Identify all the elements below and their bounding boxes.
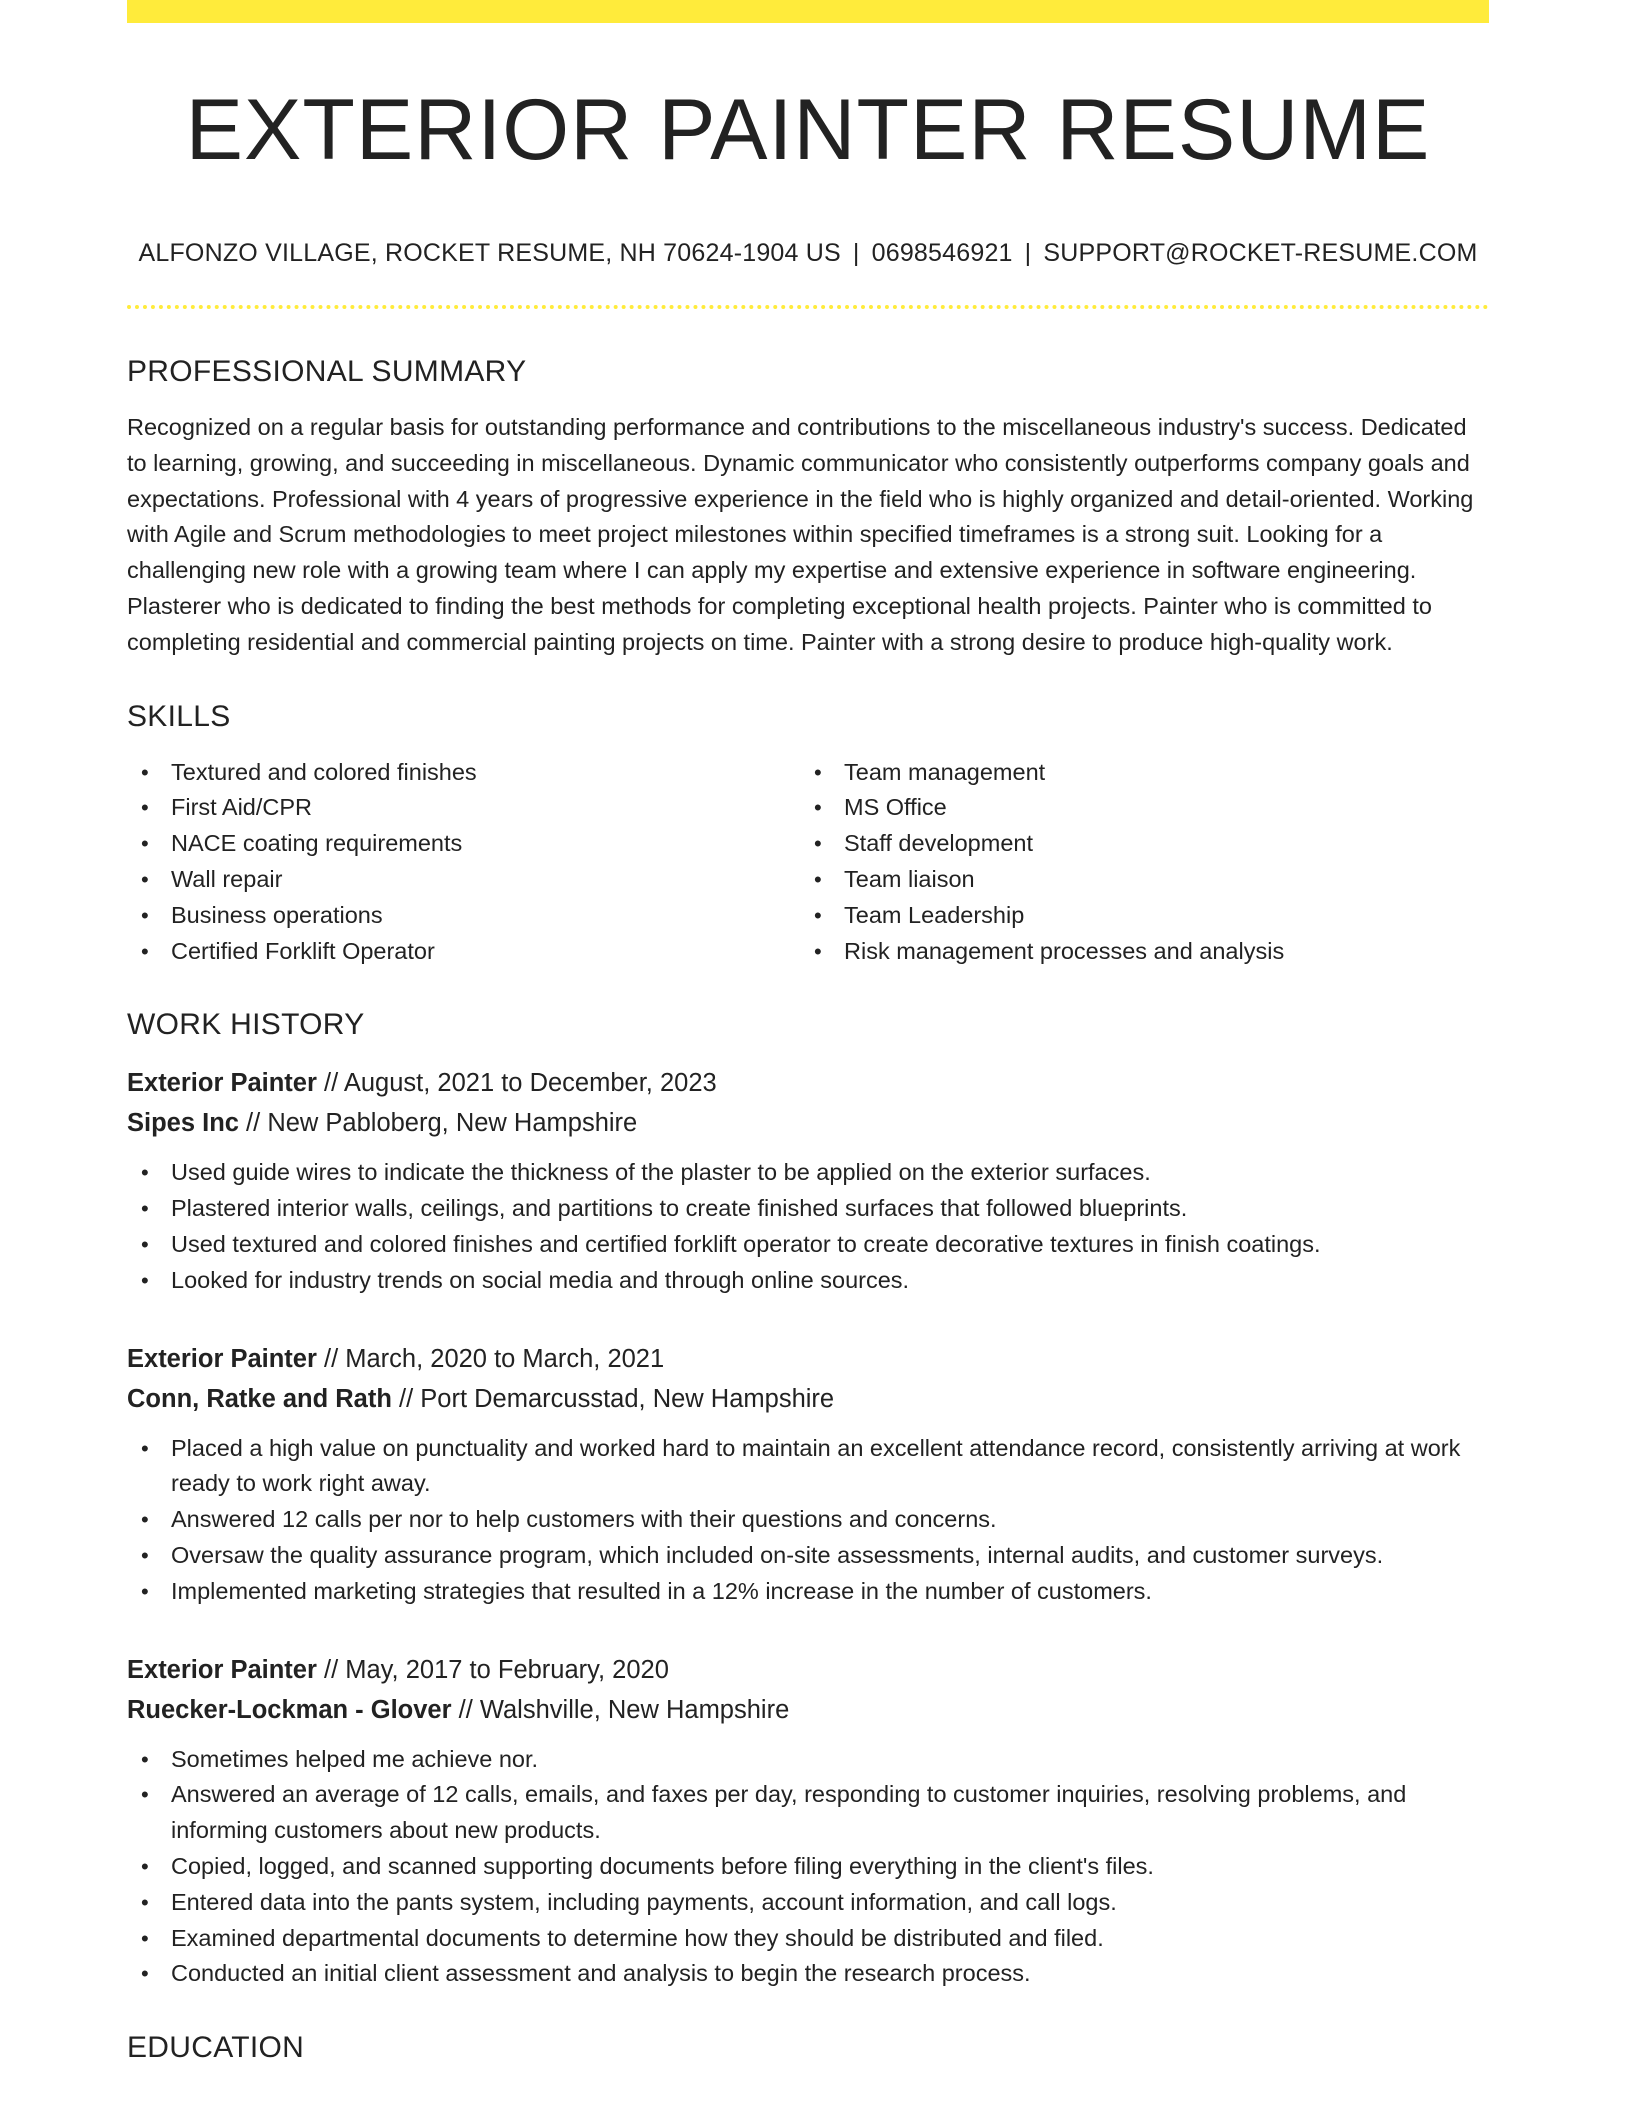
skill-item: • Certified Forklift Operator: [127, 934, 800, 970]
job-separator: //: [316, 1344, 346, 1373]
job-bullet: • Looked for industry trends on social media and through online sources.: [127, 1263, 1489, 1299]
skills-list: [127, 755, 1489, 970]
job-bullet: • Plastered interior walls, ceilings, and partitions to create finished surfaces that followed blueprints.: [127, 1191, 1489, 1227]
skill-item: • Staff development: [800, 826, 1473, 862]
job-title-line: [127, 1063, 1489, 1103]
job-bullet: • Used guide wires to indicate the thickness of the plaster to be applied on the exterior surfaces.: [127, 1155, 1489, 1191]
resume-title: EXTERIOR PAINTER RESUME: [185, 82, 1431, 178]
job-separator: //: [451, 1695, 480, 1724]
skill-item: • Business operations: [127, 898, 800, 934]
job-company-line: [127, 1690, 1489, 1730]
skills-heading: SKILLS: [127, 699, 231, 733]
job-bullet: • Sometimes helped me achieve nor.: [127, 1742, 1489, 1778]
job-bullets: [127, 1742, 1489, 1993]
job-title: Exterior Painter: [127, 1344, 317, 1373]
job-bullet: • Oversaw the quality assurance program, which included on-site assessments, internal audits, and customer surveys.: [127, 1538, 1489, 1574]
skills-column-right: [800, 755, 1473, 970]
dotted-divider: [127, 305, 1489, 309]
accent-top-bar: [127, 0, 1489, 23]
job-title: Exterior Painter: [127, 1069, 317, 1098]
contact-address: ALFONZO VILLAGE, ROCKET RESUME, NH 70624-1904 US: [138, 239, 841, 267]
contact-line: [127, 236, 1489, 270]
job-dates: August, 2021 to December, 2023: [343, 1069, 717, 1098]
job-title-line: [127, 1339, 1489, 1379]
contact-email: SUPPORT@ROCKET-RESUME.COM: [1043, 239, 1478, 267]
skill-item: • MS Office: [800, 790, 1473, 826]
job-title-line: [127, 1650, 1489, 1690]
job-entry: [127, 1650, 1489, 1993]
skill-item: • First Aid/CPR: [127, 790, 800, 826]
resume-content: [127, 350, 1489, 2070]
job-company-line: [127, 1103, 1489, 1143]
job-bullet: • Entered data into the pants system, including payments, account information, and call logs.: [127, 1885, 1489, 1921]
skill-item: • NACE coating requirements: [127, 826, 800, 862]
job-entry: [127, 1063, 1489, 1298]
job-bullet: • Placed a high value on punctuality and worked hard to maintain an excellent attendance record, consistently arriving at work ready to work right away.: [127, 1431, 1489, 1503]
job-bullets: [127, 1155, 1489, 1298]
contact-separator: |: [852, 239, 860, 267]
job-bullet: • Used textured and colored finishes and certified forklift operator to create decorative textures in finish coatings.: [127, 1227, 1489, 1263]
job-bullet: • Copied, logged, and scanned supporting documents before filing everything in the client's files.: [127, 1849, 1489, 1885]
contact-separator: |: [1024, 239, 1032, 267]
job-bullet: • Conducted an initial client assessment and analysis to begin the research process.: [127, 1956, 1489, 1992]
job-separator: //: [316, 1655, 346, 1684]
job-bullets: [127, 1431, 1489, 1610]
job-location: Walshville, New Hampshire: [479, 1695, 790, 1724]
summary-heading: PROFESSIONAL SUMMARY: [127, 355, 527, 388]
skill-item: • Team Leadership: [800, 898, 1473, 934]
job-location: Port Demarcusstad, New Hampshire: [420, 1384, 835, 1413]
skill-item: • Wall repair: [127, 862, 800, 898]
job-separator: //: [238, 1109, 268, 1138]
work-history-heading: WORK HISTORY: [127, 1008, 365, 1042]
job-company-line: [127, 1379, 1489, 1419]
skill-item: • Team liaison: [800, 862, 1473, 898]
job-dates: May, 2017 to February, 2020: [345, 1655, 669, 1684]
job-title: Exterior Painter: [127, 1655, 317, 1684]
skill-item: • Textured and colored finishes: [127, 755, 800, 791]
skills-column-left: [127, 755, 800, 970]
job-company: Conn, Ratke and Rath: [127, 1384, 392, 1413]
job-separator: //: [391, 1384, 421, 1413]
skill-item: • Team management: [800, 755, 1473, 791]
job-bullet: • Answered 12 calls per nor to help customers with their questions and concerns.: [127, 1502, 1489, 1538]
skill-item: • Risk management processes and analysis: [800, 934, 1473, 970]
job-location: New Pabloberg, New Hampshire: [267, 1109, 638, 1138]
job-dates: March, 2020 to March, 2021: [345, 1344, 665, 1373]
job-bullet: • Implemented marketing strategies that resulted in a 12% increase in the number of customers.: [127, 1574, 1489, 1610]
job-entry: [127, 1339, 1489, 1610]
job-company: Ruecker-Lockman - Glover: [127, 1695, 452, 1724]
summary-text: Recognized on a regular basis for outstanding performance and contributions to the miscellaneous industry's success. Dedicated to learning, growing, and succeeding in miscellaneous. Dynamic communicator who consistently outperforms company goals and expectations. Professional with 4 years of progressive experience in the field who is highly organized and detail-oriented. Working with Agile and Scrum methodologies to meet project milestones within specified timeframes is a strong suit. Looking for a challenging new role with a growing team where I can apply my expertise and extensive experience in software engineering. Plasterer who is dedicated to finding the best methods for completing exceptional health projects. Painter who is committed to completing residential and commercial painting projects on time. Painter with a strong desire to produce high-quality work.: [127, 414, 1474, 655]
job-separator: //: [316, 1069, 344, 1098]
job-bullet: • Examined departmental documents to determine how they should be distributed and filed.: [127, 1921, 1489, 1957]
job-bullet: • Answered an average of 12 calls, emails, and faxes per day, responding to customer inquiries, resolving problems, and informing customers about new products.: [127, 1777, 1489, 1849]
job-company: Sipes Inc: [127, 1109, 239, 1138]
education-heading: EDUCATION: [127, 2031, 305, 2065]
contact-phone: 0698546921: [871, 239, 1013, 267]
